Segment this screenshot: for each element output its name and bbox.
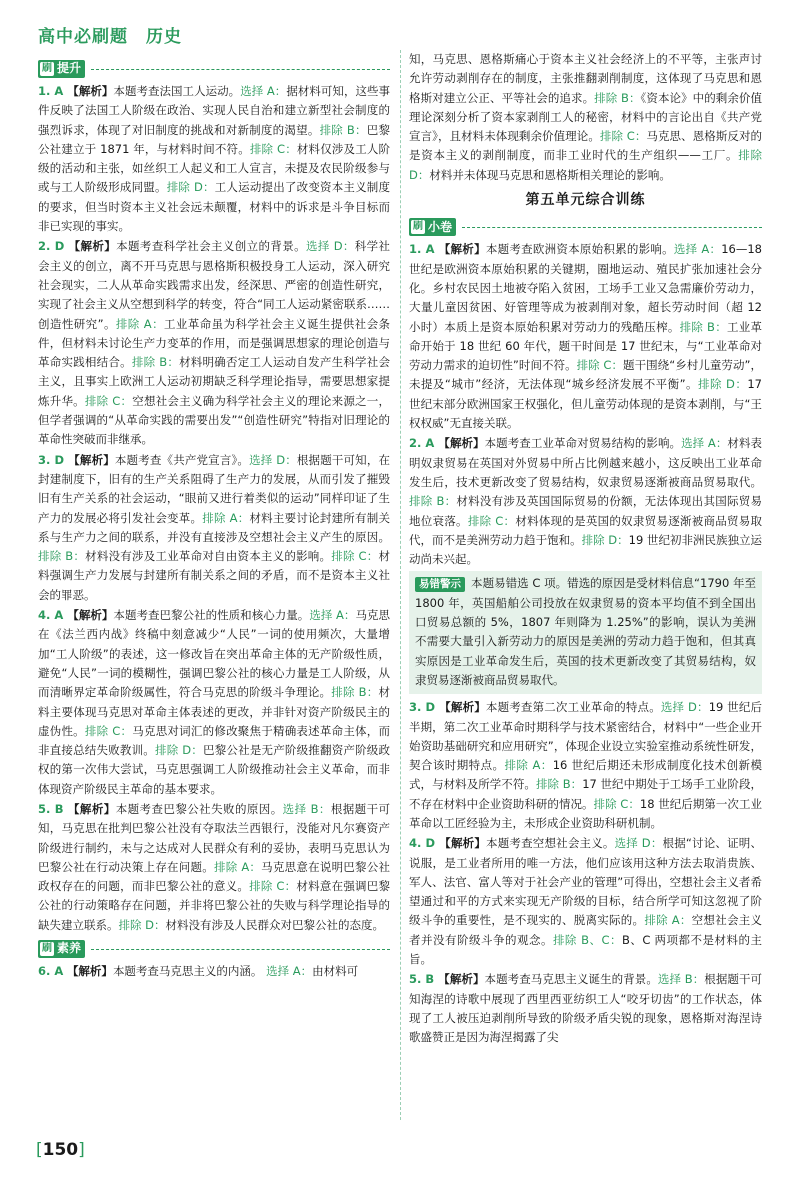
section-tag-suyang	[38, 938, 390, 960]
section-tag-tisheng	[38, 58, 390, 80]
exclude-label: 排除 B：	[319, 122, 367, 137]
answer-entry	[38, 962, 390, 981]
exclude-label: 排除 C：	[84, 723, 133, 738]
section-divider	[91, 69, 390, 70]
analysis-text: 《资本论》中的剩余价值理论深刻分析了资本家剥削工人的秘密，材料中的言论出自《共产党宣言》，且材料未体现剩余价值理论。	[409, 90, 763, 144]
analysis-text: 材料主要体现马克思对革命主体表述的更改，并非针对资产阶级民主的虚伪性。	[38, 685, 391, 738]
exclude-label: 排除 C：	[467, 513, 516, 528]
answer-number: 2. D	[38, 239, 69, 254]
analysis-text: 巴黎公社是无产阶级推翻资产阶级政权的第一次伟大尝试，马克思强调工人阶级推动社会主义革命，而非体现资产阶级民主革命的基本要求。	[38, 743, 391, 796]
analysis-label: 【解析】	[67, 608, 114, 623]
analysis-text: 本题考查工业革命对贸易结构的影响。	[484, 436, 682, 451]
exclude-label: 排除 B：	[38, 549, 86, 564]
warning-label: 易错警示	[415, 577, 465, 592]
analysis-text: 材料没有涉及人民群众对巴黎公社的态度。	[165, 917, 385, 932]
analysis-text: 本题考查法国工人运动。	[113, 84, 241, 98]
error-warning-box	[409, 571, 762, 694]
answer-number: 6. A	[38, 964, 64, 979]
analysis-text: 马克思对词汇的修改聚焦于精确表述革命主体，而非直接总结失败教训。	[38, 723, 391, 758]
analysis-label: 【解析】	[438, 972, 485, 987]
section-badge	[38, 60, 85, 78]
analysis-label: 【解析】	[67, 84, 114, 98]
column-divider	[400, 50, 401, 1120]
analysis-text: 由材料可	[312, 964, 359, 979]
analysis-text: 根据“讨论、证明、说服，是工业者所用的唯一方法，他们应该用这种方法去取消贵族、军人、法官、富人等对于社会产业的管理”可得出，空想社会主义者希望通过和平的方式来实现无产阶级的目标，结合所学可知这忽视了阶级斗争的重要性，是不现实的、脱离实际的。	[409, 836, 762, 928]
analysis-label: 【解析】	[68, 452, 115, 467]
answer-entry	[38, 451, 390, 605]
exclude-label: 排除 C：	[84, 393, 133, 408]
answer-entry	[38, 237, 390, 449]
answer-entry	[409, 240, 762, 433]
choice-label: 选择 B：	[657, 972, 705, 987]
answer-number: 1. A	[38, 84, 68, 98]
analysis-text: 本题考查第二次工业革命的特点。	[485, 700, 661, 715]
analysis-text: 根据题干可知，在封建制度下，旧有的生产关系阻碍了生产力的发展，从而引发了摧毁旧有生产关系的社会运动，“眼前又进行着类似的运动”同样印证了生产力的发展必将引发社会变革。	[38, 452, 390, 525]
exclude-label: 排除 B：	[131, 355, 180, 370]
section-label: 提升	[57, 61, 82, 76]
analysis-text: 材料意在强调巴黎公社的行动策略存在问题，并非将巴黎公社的失败与科学理论指导的缺失建立联系。	[38, 879, 391, 932]
answer-number: 3. D	[38, 452, 69, 467]
analysis-text: 16—18 世纪是欧洲资本原始积累的关键期，圈地运动、殖民扩张加速社会分化。乡村农民因土地被夺陷入贫困，工场手工业又急需廉价劳动力，大量儿童因贫困、好管理等成为被剥削对象，超长劳动时间（超 12 小时）本质上是资本原始积累对劳动力的残酷压榨。	[409, 242, 763, 334]
analysis-text: 空想社会主义确为科学社会主义的理论来源之一，但学者强调的“从革命实践的需要出发”“创造性研究”特指对旧理论的革命性突破而非继承。	[38, 393, 391, 447]
warning-text: 本题易错选 C 项。错选的原因是受材料信息“1790 年至 1800 年，英国船舶公司投放在奴隶贸易的资本平均值不到全国出口贸易总额的 5%，1807 年则降为 1.25%”的影响，误认为美洲不需要大量引入新劳动力的原因是美洲的劳动力趋于饱和，但其真实原因是工业革命发生后，英国的技术更新改变了其贸易结构，奴隶贸易逐渐被商品贸易取代。	[415, 576, 756, 687]
exclude-label: 排除 D：	[409, 148, 763, 182]
analysis-text: 根据题干可知，马克思在批判巴黎公社没有夺取法兰西银行，没能对凡尔赛资产阶级进行制约，未与之达成对人民群众有利的妥协，表明马克思认为巴黎公社在行动决策上存在问题。	[38, 801, 391, 874]
answer-number: 5. B	[409, 972, 439, 987]
running-head: 高中必刷题 历史	[38, 27, 182, 47]
exclude-label: 排除 B：	[331, 685, 379, 700]
section-divider	[91, 949, 390, 950]
unit-title: 第五单元综合训练	[525, 192, 646, 209]
answer-entry	[409, 434, 762, 569]
exclude-label: 排除 C：	[576, 358, 624, 373]
choice-label: 选择 D：	[305, 239, 355, 254]
analysis-text: B、C 两项都不是材料的主旨。	[409, 932, 763, 967]
exclude-label: 排除 D：	[118, 917, 166, 932]
choice-label: 选择 A：	[309, 608, 356, 623]
choice-label: 选择 A：	[266, 964, 313, 979]
answer-list	[409, 698, 762, 1047]
analysis-text: 空想社会主义者并没有阶级斗争的观念。	[409, 913, 762, 947]
answer-entry	[409, 970, 762, 1047]
section-label: 素养	[57, 941, 82, 956]
analysis-label: 【解析】	[68, 801, 116, 816]
choice-label: 选择 D：	[249, 452, 297, 467]
exclude-label: 排除 A：	[213, 859, 262, 874]
answer-number: 5. B	[38, 801, 68, 816]
brush-icon: 刷	[42, 63, 52, 74]
analysis-text: 材料明确否定工人运动自发产生科学社会主义，且事实上欧洲工人运动初期缺乏科学理论指导，需要思想家提炼升华。	[38, 355, 391, 408]
brush-icon: 刷	[413, 221, 423, 233]
answer-entry	[38, 606, 390, 799]
analysis-text: 16 世纪后期还未形成制度化技术创新模式，与材料及所学不符。	[409, 758, 762, 792]
analysis-label: 【解析】	[438, 436, 485, 451]
analysis-text: 马克思意在说明巴黎公社政权存在的问题，而非巴黎公社的意义。	[38, 859, 390, 894]
analysis-text: 本题考查空想社会主义。	[486, 836, 615, 851]
exclude-label: 排除 D：	[166, 180, 215, 195]
analysis-text: 本题考查巴黎公社的性质和核心力量。	[113, 608, 310, 623]
analysis-label: 【解析】	[438, 242, 486, 257]
exclude-label: 排除 C：	[331, 549, 379, 564]
bracket-right: ]	[78, 1140, 85, 1160]
analysis-text: 17 世纪末部分欧洲国家王权强化，但儿童劳动体现的是资本剥削，与“王权权威”无直接关联。	[409, 377, 762, 431]
analysis-label: 【解析】	[439, 836, 487, 851]
analysis-text: 据材料可知，这些事件反映了法国工人阶级在政治、实现人民自治和建立新型社会制度的强烈诉求，体现了对旧制度的挑战和对新制度的渴望。	[38, 84, 391, 137]
analysis-text: 马克思在《法兰西内战》终稿中刻意减少“人民”一词的使用频次，大量增加“工人阶级”的表述，这一修改旨在突出革命主体的无产阶级性质，避免“人民”一词的模糊性，强调巴黎公社的核心力量是工人阶级，从而清晰界定革命阶级属性，符合马克思的阶级斗争理论。	[38, 608, 390, 700]
left-column	[38, 58, 390, 982]
bracket-left: [	[36, 1140, 43, 1160]
analysis-text: 本题考查马克思主义的内涵。	[112, 964, 263, 979]
analysis-text: 材料主要讨论封建所有制关系与生产力之间的联系，并没有直接涉及空想社会主义产生的原因。	[38, 510, 391, 544]
exclude-label: 排除 D：	[155, 743, 204, 758]
analysis-text: 材料强调生产力发展与封建所有制关系之间的矛盾，而不是资本主义社会的罪恶。	[38, 549, 391, 602]
choice-label: 选择 A：	[673, 242, 722, 257]
section-badge	[38, 940, 85, 958]
section-label: 小卷	[428, 219, 453, 234]
exclude-label: 排除 B：	[535, 777, 583, 792]
answer-entry	[38, 800, 390, 935]
analysis-text: 材料体现的是英国的奴隶贸易逐渐被商品贸易取代，而不是美洲劳动力趋于饱和。	[409, 513, 763, 547]
answer-number: 1. A	[409, 242, 439, 257]
choice-label: 选择 D：	[614, 836, 663, 851]
exclude-label: 排除 A：	[202, 510, 250, 525]
exclude-label: 排除 B：	[679, 319, 727, 334]
analysis-text: 知，马克思、恩格斯痛心于资本主义社会经济上的不平等，主张声讨允许劳动剥削存在的制度，主张推翻剥削制度，这体现了马克思和恩格斯对建立公正、平等社会的追求。	[409, 52, 762, 105]
brush-icon: 刷	[42, 943, 52, 955]
choice-label: 选择 A：	[681, 436, 728, 451]
answer-number: 2. A	[409, 436, 439, 451]
exclude-label: 排除 D：	[698, 377, 748, 392]
analysis-text: 本题考查科学社会主义创立的背景。	[116, 239, 306, 254]
analysis-text: 本题考查巴黎公社失败的原因。	[115, 801, 283, 816]
analysis-label: 【解析】	[68, 239, 117, 254]
answer-entry-continued	[409, 50, 762, 185]
answer-entry	[409, 834, 762, 969]
analysis-text: 18 世纪后期第一次工业革命以工匠经验为主，未形成企业资助科研机制。	[409, 796, 762, 830]
exclude-label: 排除 A：	[504, 758, 553, 773]
analysis-text: 19 世纪后半期，第二次工业革命时期科学与技术紧密结合，材料中“一些企业开始资助基础研究和应用研究”，体现企业设立实验室推动系统性研发，契合该时期特点。	[409, 700, 763, 773]
exclude-label: 排除 B、C：	[552, 932, 622, 947]
section-badge	[409, 218, 456, 236]
exclude-label: 排除 C：	[599, 129, 647, 144]
section-divider	[462, 227, 762, 228]
section-tag-xiaojuan	[409, 216, 762, 238]
exclude-label: 排除 B：	[409, 494, 457, 509]
analysis-text: 材料仅涉及工人阶级的活动和主张，如丝织工人起义和工人宣言，未提及农民阶级参与或与工人阶级形成同盟。	[38, 141, 391, 195]
answer-list	[409, 240, 762, 569]
answer-entry	[38, 82, 390, 236]
analysis-label: 【解析】	[439, 700, 486, 715]
exclude-label: 排除 C：	[249, 141, 297, 156]
exclude-label: 排除 C：	[249, 879, 297, 894]
analysis-text: 材料没有涉及工业革命对自由资本主义的影响。	[85, 549, 332, 564]
analysis-label: 【解析】	[66, 964, 113, 979]
analysis-text: 马克思、恩格斯反对的是资本主义的剥削制度，而非工业时代的生产组织——工厂。	[409, 129, 763, 163]
analysis-text: 本题考查马克思主义诞生的背景。	[484, 972, 658, 987]
analysis-text: 巴黎公社建立于 1871 年，与材料时间不符。	[38, 122, 391, 156]
analysis-text: 17 世纪中期处于工场手工业阶段，不存在材料中企业资助科研的情况。	[409, 777, 763, 811]
choice-label: 选择 B：	[282, 801, 331, 816]
answer-list	[38, 82, 390, 935]
analysis-text: 本题考查《共产党宣言》。	[114, 452, 250, 467]
analysis-text: 工业革命开始于 18 世纪 60 年代，题干时间是 17 世纪末，与“工业革命对劳动力需求的迫切性”时间不符。	[409, 319, 763, 373]
analysis-text: 根据题干可知海涅的诗歌中展现了西里西亚纺织工人“咬牙切齿”的工作状态，体现了工人被压迫剥削所导致的阶级矛盾尖锐的现象，恩格斯对海涅诗歌盛赞正是因为海涅揭露了尖	[409, 972, 763, 1045]
analysis-text: 本题考查欧洲资本原始积累的影响。	[485, 242, 674, 257]
analysis-text: 材料表明奴隶贸易在英国对外贸易中所占比例越来越小，这反映出工业革命发生后，技术更新改变了贸易结构，奴隶贸易逐渐被商品贸易取代。	[409, 436, 763, 489]
exclude-label: 排除 B：	[594, 90, 641, 105]
answer-entry	[409, 698, 762, 833]
answer-number: 4. D	[409, 836, 440, 851]
exclude-label: 排除 A：	[644, 913, 692, 928]
analysis-text: 19 世纪初非洲民族独立运动尚未兴起。	[409, 532, 762, 567]
answer-number: 4. A	[38, 608, 68, 623]
answer-number: 3. D	[409, 700, 440, 715]
analysis-text: 工业革命虽为科学社会主义诞生提供社会条件，但材料未讨论生产力变革的作用，而是强调思想家的理论创造与革命实践相结合。	[38, 316, 390, 370]
analysis-text: 工人运动提出了改变资本主义制度的要求，但当时资本主义社会远未颠覆，材料中的诉求是斗争目标而非已实现的事实。	[38, 180, 391, 234]
choice-label: 选择 A：	[240, 84, 287, 98]
analysis-text: 材料没有涉及英国国际贸易的份额，无法体现出其国际贸易地位衰落。	[409, 494, 762, 528]
exclude-label: 排除 D：	[581, 532, 629, 547]
exclude-label: 排除 C：	[593, 796, 640, 811]
right-column	[409, 50, 762, 1049]
analysis-text: 材料并未体现马克思和恩格斯相关理论的影响。	[429, 167, 671, 182]
page-number	[36, 1140, 85, 1160]
exclude-label: 排除 A：	[115, 316, 164, 331]
analysis-text: 题干围绕“乡村儿童劳动”，未提及“城市”经济，无法体现“城乡经济发展不平衡”。	[409, 358, 762, 392]
analysis-text: 科学社会主义的创立，离不开马克思与恩格斯积极投身工人运动，深入研究社会现实，二人从革命实践需求出发，经深思、严密的创造性研究，实现了社会主义从空想到科学的转变，符合“同工人运动紧密联系……创造性研究”。	[38, 239, 391, 331]
choice-label: 选择 D：	[660, 700, 709, 715]
page-number-text: 150	[42, 1140, 79, 1160]
